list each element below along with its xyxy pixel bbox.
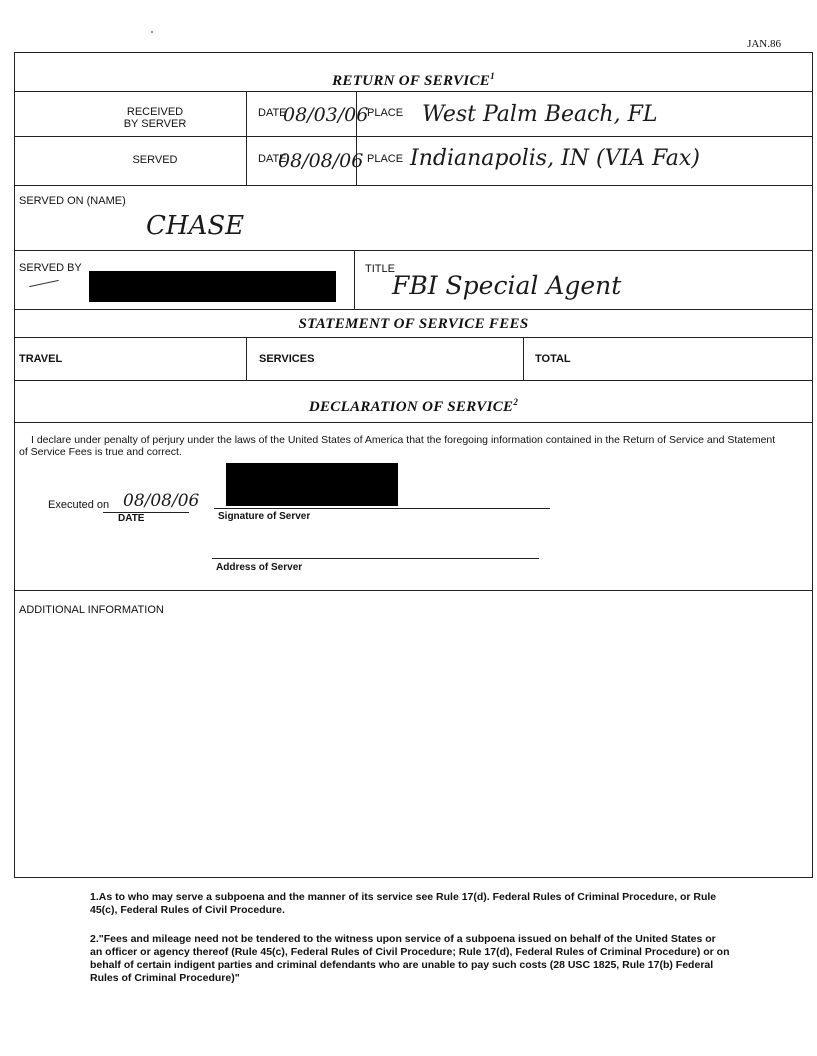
footnote-1: 1.As to who may serve a subpoena and the manner of its service see Rule 17(d). Federal Rules of Criminal Procedure, or Rule 45(c), Federal Rules of Civil Procedure. (90, 891, 717, 916)
received-date-label: DATE (258, 107, 287, 119)
executed-on-label: Executed on (48, 499, 110, 511)
served-by-redaction (89, 271, 336, 302)
served-date-value: 08/08/06 (278, 150, 364, 172)
return-of-service-title (15, 71, 812, 90)
travel-label: TRAVEL (19, 353, 63, 365)
received-place-value: West Palm Beach, FL (422, 102, 658, 127)
served-by-label: SERVED BY (19, 262, 82, 274)
return-of-service-title-text: RETURN OF SERVICE (332, 73, 491, 89)
footnote-mark-1: 1 (490, 71, 495, 81)
scan-speck (151, 31, 153, 33)
served-label: SERVED (132, 154, 178, 166)
signature-redaction (226, 463, 398, 506)
declaration-title-text: DECLARATION OF SERVICE (308, 399, 514, 415)
footnote-mark-2: 2 (513, 397, 519, 407)
address-label: Address of Server (216, 562, 303, 573)
title-label: TITLE (365, 263, 395, 275)
return-of-service-form (14, 52, 813, 878)
service-fees-title: STATEMENT OF SERVICE FEES (298, 316, 529, 332)
server-title-value: FBI Special Agent (392, 271, 622, 300)
form-code: JAN.86 (747, 38, 781, 50)
served-place-label: PLACE (367, 153, 404, 165)
received-date-value: 08/03/06 (283, 104, 369, 126)
executed-date-label: DATE (118, 513, 145, 524)
served-place-value: Indianapolis, IN (VIA Fax) (410, 146, 700, 171)
served-on-label: SERVED ON (NAME) (19, 195, 126, 207)
received-place-label: PLACE (367, 107, 404, 119)
total-label: TOTAL (535, 353, 571, 365)
footnote-2: 2."Fees and mileage need not be tendered to the witness upon service of a subpoena issued on behalf of the United States or an officer or agency thereof (Rule 45(c), Federal Rules of Civil Procedure; Rule 17(d), Federal Rules of Criminal Procedure) or on behalf of certain indigent parties and criminal defendants who are unable to pay such costs (28 USC 1825, Rule 17(b) Federal Rules of Criminal Procedure)" (90, 933, 730, 984)
declaration-title (15, 397, 812, 416)
served-date-label: DATE (258, 153, 287, 165)
served-on-name: CHASE (146, 211, 245, 241)
received-by-server-label: RECEIVED BY SERVER (123, 106, 187, 130)
declaration-text: I declare under penalty of perjury under the laws of the United States of America that the foregoing information contained in the Return of Service and Statement of Service Fees is true and correct. (19, 434, 776, 458)
additional-info-label: ADDITIONAL INFORMATION (19, 604, 164, 616)
served-by-mark (29, 280, 59, 287)
executed-date-value: 08/08/06 (123, 491, 200, 511)
signature-label: Signature of Server (218, 511, 311, 522)
services-label: SERVICES (259, 353, 315, 365)
